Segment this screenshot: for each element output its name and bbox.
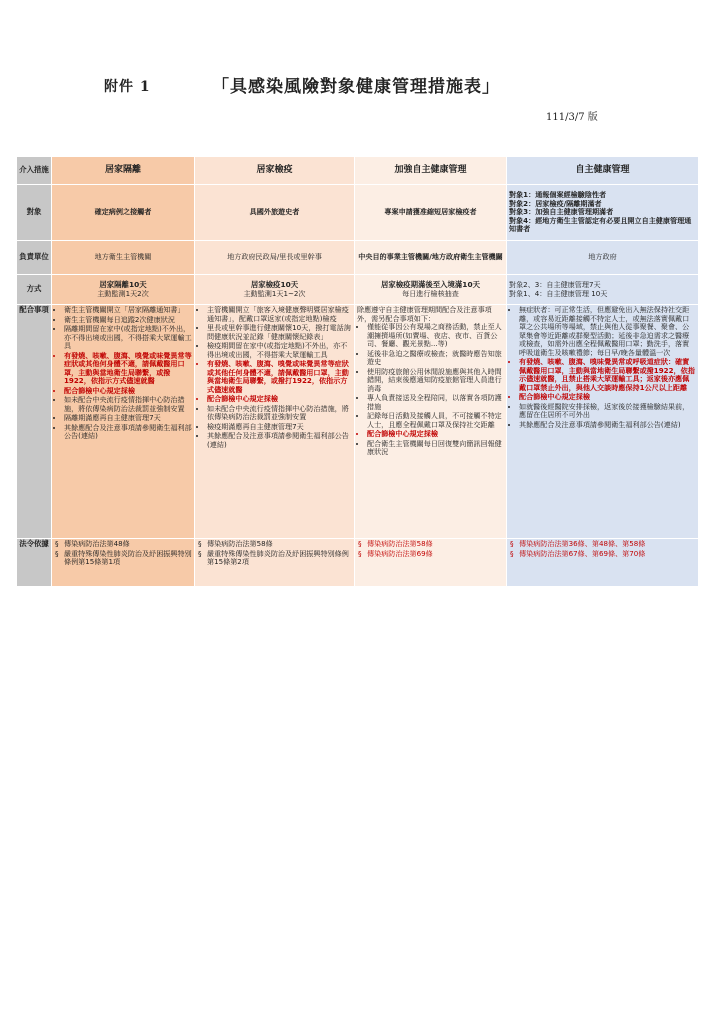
health-measures-table bbox=[16, 156, 699, 587]
notes-item-warning: • 配合篩檢中心規定採檢 bbox=[64, 387, 192, 396]
column-header-enhanced-self-management: 加強自主健康管理 bbox=[355, 157, 507, 185]
notes-item: • 無症狀者：可正常生活，但應避免出入無法保持社交距離，或容易近距離接觸不特定人士，或無法落實佩戴口罩之公共場所等場域，禁止與他人從事聚餐、聚會、公眾集會等近距離或群聚型活動；延後非急迫需求之醫療或檢查，如需外出應全程佩戴醫用口罩；勤洗手，落實呼吸道衛生及咳嗽禮節；每日早/晚各量體溫一次 bbox=[519, 306, 696, 357]
row-header-law: 法令依據 bbox=[17, 539, 52, 587]
notes-item-warning: • 配合篩檢中心規定採檢 bbox=[207, 395, 352, 404]
notes-item: • 里長或里幹事進行健康關懷10天，撥打電話詢問健康狀況並記錄「健康關懷紀錄表」 bbox=[207, 324, 352, 341]
notes-cell bbox=[52, 305, 195, 539]
notes-item: • 僅能從事因公有現場之商務活動，禁止至人潮擁擠場所(如賣場、夜店、夜市、百貨公司、餐廳、觀光景點...等) bbox=[367, 323, 504, 349]
notes-item-warning: • 有發燒、咳嗽、腹瀉、嗅覺或味覺異常等症狀或其他何身體不適，請佩戴醫用口罩，主動與當地衛生局聯繫，或撥1922，依指示方式儘速就醫 bbox=[64, 352, 192, 386]
law-cell bbox=[507, 539, 699, 587]
law-item: § 傳染病防治法第58條 bbox=[207, 540, 352, 549]
notes-item: • 主管機關開立「旅客入境健康聲明暨居家檢疫通知書」，配戴口罩返家(或指定地點)檢疫 bbox=[207, 306, 352, 323]
method-prefix: 對象1、4： bbox=[509, 288, 547, 298]
method-sub: 主動監測1天2次 bbox=[97, 288, 149, 298]
law-item: § 傳染病防治法第48條 bbox=[64, 540, 192, 549]
notes-intro: 除應遵守自主健康管理期間配合及注意事項外，需另配合事項如下： bbox=[357, 305, 492, 323]
notes-item: • 如未配合中央流行疫情指揮中心防治措施，將依傳染病防治法裁罰並強制安置 bbox=[64, 396, 192, 413]
notes-item: • 延後非急迫之醫療或檢查；就醫時應告知旅遊史 bbox=[367, 350, 504, 367]
header-row bbox=[17, 157, 699, 185]
law-list bbox=[509, 540, 696, 558]
law-item: § 傳染病防治法第58條 bbox=[367, 540, 504, 549]
notes-item: • 配合衛生主管機關每日回復雙向簡訊回報健康狀況 bbox=[367, 440, 504, 457]
notes-row bbox=[17, 305, 699, 539]
law-cell bbox=[52, 539, 195, 587]
column-header-home-quarantine: 居家檢疫 bbox=[195, 157, 355, 185]
row-header-method: 方式 bbox=[17, 275, 52, 305]
notes-item-warning: • 配合篩檢中心規定採檢 bbox=[367, 430, 504, 439]
target-cell: 具國外旅遊史者 bbox=[195, 185, 355, 241]
method-main: 居家隔離10天 bbox=[99, 279, 147, 289]
method-cell bbox=[507, 275, 699, 305]
notes-item: • 如就醫後經醫院安排採檢，返家後於接獲檢驗結果前，應留在住居所不可外出 bbox=[519, 403, 696, 420]
notes-item: • 使用防疫旅館公用休閒設施應與其他入時間錯開，結束後應通知防疫旅館管理人員進行消毒 bbox=[367, 368, 504, 394]
notes-item: • 檢疫期滿應再自主健康管理7天 bbox=[207, 423, 352, 432]
notes-item: • 隔離期滿應再自主健康管理7天 bbox=[64, 414, 192, 423]
law-item: § 嚴重特殊傳染性肺炎防治及紓困振興特別條例第15條第2項 bbox=[207, 550, 352, 567]
target-row bbox=[17, 185, 699, 241]
notes-item: • 衛生主管機關開立「居家隔離通知書」 bbox=[64, 306, 192, 315]
row-header-authority: 負責單位 bbox=[17, 241, 52, 275]
target-line: 對象4：經地方衛生主管認定有必要且開立自主健康管理通知書者 bbox=[509, 215, 692, 234]
row-header-notes: 配合事項 bbox=[17, 305, 52, 539]
authority-cell: 地方政府民政局/里長或里幹事 bbox=[195, 241, 355, 275]
notes-cell bbox=[507, 305, 699, 539]
row-header-measure: 介入措施 bbox=[17, 157, 52, 185]
law-item: § 嚴重特殊傳染性肺炎防治及紓困振興特別條例第15條第1項 bbox=[64, 550, 192, 567]
method-sub: 每日進行檢核抽查 bbox=[402, 288, 459, 298]
version-label: 111/3/7 版 bbox=[546, 112, 598, 123]
law-cell bbox=[355, 539, 507, 587]
method-line bbox=[509, 290, 696, 299]
attachment-label: 附件 1 bbox=[104, 79, 151, 95]
notes-item: • 記錄每日活動及接觸人員，不可接觸不特定人士，且應全程佩戴口罩及保持社交距離 bbox=[367, 412, 504, 429]
target-cell: 確定病例之接觸者 bbox=[52, 185, 195, 241]
authority-cell: 中央目的事業主管機關/地方政府衛生主管機關 bbox=[355, 241, 507, 275]
method-row bbox=[17, 275, 699, 305]
authority-cell: 地方政府 bbox=[507, 241, 699, 275]
row-header-target: 對象 bbox=[17, 185, 52, 241]
notes-list bbox=[197, 306, 352, 449]
law-list bbox=[54, 540, 192, 567]
method-sub: 主動監測1天1~2次 bbox=[243, 288, 306, 298]
notes-item-warning: • 有發燒、咳嗽、腹瀉、嗅覺或味覺異常等症狀或其他任何身體不適，請佩戴醫用口罩，主動與當地衛生局聯繫，或撥打1922，依指示方式儘速就醫 bbox=[207, 360, 352, 394]
notes-list bbox=[54, 306, 192, 441]
notes-item-warning: • 配合篩檢中心規定採檢 bbox=[519, 393, 696, 402]
method-cell bbox=[52, 275, 195, 305]
notes-cell bbox=[195, 305, 355, 539]
method-text: 自主健康管理 10天 bbox=[546, 288, 608, 298]
law-list bbox=[357, 540, 504, 558]
notes-item: • 檢疫期間留在家中(或指定地點)不外出，亦不得出境或出國，不得搭乘大眾運輸工具 bbox=[207, 342, 352, 359]
method-cell bbox=[195, 275, 355, 305]
notes-item: • 專人負責接送及全程陪同，以落實各項防護措施 bbox=[367, 394, 504, 411]
target-line: 對象3：加強自主健康管理期滿者 bbox=[509, 207, 614, 217]
notes-item: • 如未配合中央流行疫情指揮中心防治措施，將依傳染病防治法裁罰並強制安置 bbox=[207, 405, 352, 422]
target-cell bbox=[507, 185, 699, 241]
authority-row bbox=[17, 241, 699, 275]
notes-item: • 衛生主管機關每日追蹤2次健康狀況 bbox=[64, 316, 192, 325]
notes-item: • 隔離期間留在家中(或指定地點)不外出，亦不得出境或出國，不得搭乘大眾運輸工具 bbox=[64, 325, 192, 351]
law-row bbox=[17, 539, 699, 587]
law-item: § 傳染病防治法第69條 bbox=[367, 550, 504, 559]
notes-list bbox=[357, 323, 504, 457]
method-cell bbox=[355, 275, 507, 305]
column-header-self-health-management: 自主健康管理 bbox=[507, 157, 699, 185]
method-main: 居家檢疫10天 bbox=[250, 279, 299, 289]
document-title: 「具感染風險對象健康管理措施表」 bbox=[212, 77, 500, 97]
method-prefix: 對象2、3： bbox=[509, 280, 547, 289]
notes-list bbox=[509, 306, 696, 429]
authority-cell: 地方衛生主管機關 bbox=[52, 241, 195, 275]
notes-item-warning: • 有發燒、咳嗽、腹瀉、嗅味覺異常或呼吸道症狀：確實佩戴醫用口罩，主動與當地衛生局聯繫或撥1922，依指示儘速就醫，且禁止搭乘大眾運輸工具；返家後亦應佩戴口罩禁止外出，與他人交談時應保持1公尺以上距離 bbox=[519, 358, 696, 392]
notes-item: • 其餘應配合及注意事項請參閱衛生福利部公告(連結) bbox=[207, 432, 352, 449]
notes-item: • 其餘應配合及注意事項請參閱衛生福利部公告(連結) bbox=[64, 424, 192, 441]
notes-cell bbox=[355, 305, 507, 539]
target-cell: 專案申請獲准縮短居家檢疫者 bbox=[355, 185, 507, 241]
notes-item: • 其餘應配合及注意事項請參閱衛生福利部公告(連結) bbox=[519, 421, 696, 430]
law-item: § 傳染病防治法第36條、第48條、第58條 bbox=[519, 540, 696, 549]
column-header-home-isolation: 居家隔離 bbox=[52, 157, 195, 185]
target-line: 對象1：通報個案經檢驗陰性者 bbox=[509, 190, 607, 200]
method-main: 居家檢疫期滿後至入境滿10天 bbox=[381, 279, 480, 289]
method-text: 自主健康管理7天 bbox=[546, 280, 601, 289]
law-cell bbox=[195, 539, 355, 587]
law-list bbox=[197, 540, 352, 567]
law-item: § 傳染病防治法第67條、第69條、第70條 bbox=[519, 550, 696, 559]
target-line: 對象2：居家檢疫/隔離期滿者 bbox=[509, 198, 602, 208]
